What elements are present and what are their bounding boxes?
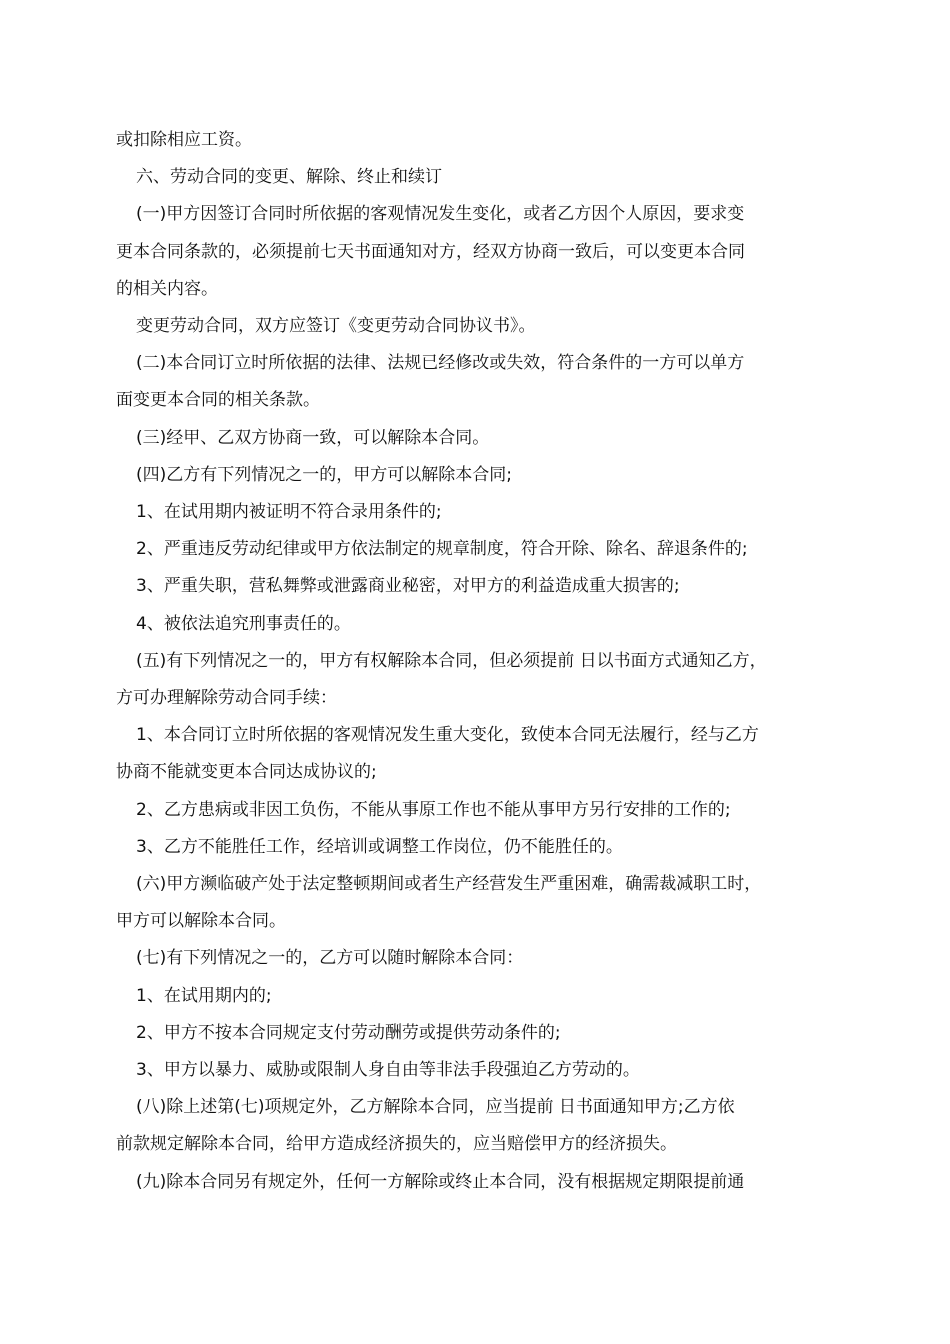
- list-item: 1、本合同订立时所依据的客观情况发生重大变化，致使本合同无法履行，经与乙方: [136, 725, 759, 746]
- section-heading: 六、劳动合同的变更、解除、终止和续订: [136, 167, 442, 188]
- text-line: 变更劳动合同，双方应签订《变更劳动合同协议书》。: [136, 316, 536, 337]
- list-item: 3、严重失职，营私舞弊或泄露商业秘密，对甲方的利益造成重大损害的;: [136, 576, 680, 597]
- list-item: 3、乙方不能胜任工作，经培训或调整工作岗位，仍不能胜任的。: [136, 836, 623, 857]
- text-line: (一)甲方因签订合同时所依据的客观情况发生变化，或者乙方因个人原因，要求变: [136, 204, 745, 225]
- text-line: 前款规定解除本合同，给甲方造成经济损失的，应当赔偿甲方的经济损失。: [116, 1134, 677, 1155]
- text-line: (九)除本合同另有规定外，任何一方解除或终止本合同，没有根据规定期限提前通: [136, 1171, 745, 1192]
- text-line: 或扣除相应工资。: [116, 130, 252, 150]
- text-line: 面变更本合同的相关条款。: [116, 390, 320, 411]
- list-item: 3、甲方以暴力、威胁或限制人身自由等非法手段强迫乙方劳动的。: [136, 1060, 640, 1081]
- text-line: (六)甲方濒临破产处于法定整顿期间或者生产经营发生严重困难，确需裁减职工时，: [136, 874, 762, 895]
- list-item: 4、被依法追究刑事责任的。: [136, 613, 351, 634]
- list-item: 2、严重违反劳动纪律或甲方依法制定的规章制度，符合开除、除名、辞退条件的;: [136, 539, 748, 560]
- list-item: 2、乙方患病或非因工负伤，不能从事原工作也不能从事甲方另行安排的工作的;: [136, 799, 731, 820]
- text-line: (三)经甲、乙双方协商一致，可以解除本合同。: [136, 427, 490, 448]
- text-line: (八)除上述第(七)项规定外，乙方解除本合同，应当提前 日书面通知甲方;乙方依: [136, 1097, 735, 1118]
- text-line: 更本合同条款的，必须提前七天书面通知对方，经双方协商一致后，可以变更本合同: [116, 241, 745, 262]
- text-line: 甲方可以解除本合同。: [116, 911, 286, 932]
- list-item: 2、甲方不按本合同规定支付劳动酬劳或提供劳动条件的;: [136, 1022, 561, 1043]
- text-line: (五)有下列情况之一的，甲方有权解除本合同，但必须提前 日以书面方式通知乙方，: [136, 650, 767, 671]
- list-item: 1、在试用期内被证明不符合录用条件的;: [136, 502, 442, 523]
- text-line: (七)有下列情况之一的，乙方可以随时解除本合同：: [136, 948, 524, 969]
- document-body: [116, 122, 838, 1201]
- text-line: (四)乙方有下列情况之一的，甲方可以解除本合同;: [136, 464, 512, 485]
- text-line: 的相关内容。: [116, 278, 218, 299]
- text-line: (二)本合同订立时所依据的法律、法规已经修改或失效，符合条件的一方可以单方: [136, 353, 745, 374]
- text-line: 方可办理解除劳动合同手续：: [116, 688, 337, 709]
- list-item: 1、在试用期内的;: [136, 985, 272, 1006]
- text-line: 协商不能就变更本合同达成协议的;: [116, 762, 377, 783]
